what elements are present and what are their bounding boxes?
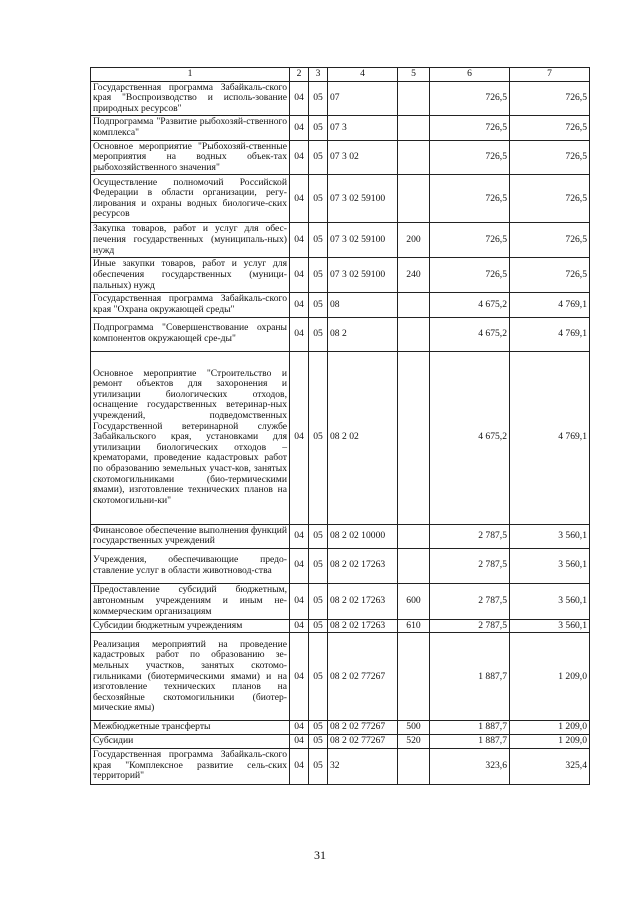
row-name-cell: Закупка товаров, работ и услуг для обес-печения государственных (муниципаль-ных) нужд — [91, 223, 290, 258]
table-row — [91, 524, 590, 548]
row-amount-year1-cell: 726,5 — [430, 140, 510, 175]
row-section-cell: 04 — [290, 734, 309, 748]
row-target-article-cell: 08 2 — [328, 317, 398, 351]
row-amount-year2-cell: 1 209,0 — [510, 721, 590, 735]
row-name-cell: Учреждения, обеспечивающие предо-ставление услуг в области животновод-ства — [91, 548, 290, 583]
row-expense-type-cell — [398, 116, 430, 140]
row-expense-type-cell: 600 — [398, 583, 430, 619]
row-section-cell: 04 — [290, 748, 309, 784]
row-section-cell: 04 — [290, 116, 309, 140]
row-name-cell: Подпрограмма "Развитие рыбохозяй-ственного комплекса" — [91, 116, 290, 140]
row-name-cell: Государственная программа Забайкаль-ского края "Воспроизводство и исполь-зование природных ресурсов" — [91, 81, 290, 116]
row-name-cell: Межбюджетные трансферты — [91, 721, 290, 735]
row-amount-year2-cell: 325,4 — [510, 748, 590, 784]
table-row — [91, 748, 590, 784]
row-amount-year1-cell: 4 675,2 — [430, 293, 510, 317]
row-subsection-cell: 05 — [309, 81, 328, 116]
row-target-article-cell: 08 2 02 17263 — [328, 619, 398, 633]
table-row — [91, 175, 590, 223]
row-amount-year1-cell: 2 787,5 — [430, 619, 510, 633]
row-subsection-cell: 05 — [309, 258, 328, 293]
row-expense-type-cell — [398, 548, 430, 583]
table-row — [91, 317, 590, 351]
row-section-cell: 04 — [290, 317, 309, 351]
row-section-cell: 04 — [290, 721, 309, 735]
row-expense-type-cell — [398, 524, 430, 548]
row-amount-year1-cell: 726,5 — [430, 223, 510, 258]
row-subsection-cell: 05 — [309, 524, 328, 548]
row-target-article-cell: 07 3 02 — [328, 140, 398, 175]
row-amount-year1-cell: 2 787,5 — [430, 524, 510, 548]
table-header-row — [91, 68, 590, 82]
table-row — [91, 721, 590, 735]
row-amount-year1-cell: 1 887,7 — [430, 633, 510, 721]
row-name-cell: Государственная программа Забайкаль-ского края "Охрана окружающей среды" — [91, 293, 290, 317]
row-amount-year2-cell: 726,5 — [510, 175, 590, 223]
row-amount-year2-cell: 3 560,1 — [510, 548, 590, 583]
header-col-7: 7 — [510, 68, 590, 82]
row-target-article-cell: 07 3 — [328, 116, 398, 140]
row-name-cell: Реализация мероприятий на проведение кадастровых работ по образованию зе-мельных участков, занятых скотомо-гильниками (биотермическими ямами) и на изготовление технических планов на бесхозяйные скотомогильники (биотер-мические ямы) — [91, 633, 290, 721]
row-amount-year1-cell: 726,5 — [430, 258, 510, 293]
row-name-cell: Финансовое обеспечение выполнения функций государственных учреждений — [91, 524, 290, 548]
row-subsection-cell: 05 — [309, 317, 328, 351]
row-expense-type-cell: 610 — [398, 619, 430, 633]
row-section-cell: 04 — [290, 351, 309, 524]
row-section-cell: 04 — [290, 619, 309, 633]
row-amount-year2-cell: 3 560,1 — [510, 619, 590, 633]
row-subsection-cell: 05 — [309, 140, 328, 175]
row-expense-type-cell: 240 — [398, 258, 430, 293]
row-section-cell: 04 — [290, 548, 309, 583]
row-subsection-cell: 05 — [309, 583, 328, 619]
row-target-article-cell: 08 2 02 77267 — [328, 633, 398, 721]
row-name-cell: Осуществление полномочий Российской Федерации в области организации, регу-лирования и охраны водных биологиче-ских ресурсов — [91, 175, 290, 223]
header-col-6: 6 — [430, 68, 510, 82]
table-row — [91, 223, 590, 258]
row-amount-year1-cell: 2 787,5 — [430, 583, 510, 619]
table-row — [91, 548, 590, 583]
row-amount-year2-cell: 726,5 — [510, 223, 590, 258]
row-target-article-cell: 08 2 02 77267 — [328, 734, 398, 748]
header-col-3: 3 — [309, 68, 328, 82]
table-row — [91, 583, 590, 619]
row-amount-year1-cell: 323,6 — [430, 748, 510, 784]
row-section-cell: 04 — [290, 81, 309, 116]
row-expense-type-cell: 200 — [398, 223, 430, 258]
row-amount-year2-cell: 1 209,0 — [510, 633, 590, 721]
header-col-4: 4 — [328, 68, 398, 82]
table-row — [91, 633, 590, 721]
row-amount-year2-cell: 726,5 — [510, 116, 590, 140]
header-col-1: 1 — [91, 68, 290, 82]
row-subsection-cell: 05 — [309, 734, 328, 748]
page-number: 31 — [314, 848, 326, 862]
row-name-cell: Предоставление субсидий бюджетным, автономным учреждениям и иным не-коммерческим организациям — [91, 583, 290, 619]
header-col-2: 2 — [290, 68, 309, 82]
table-row — [91, 734, 590, 748]
row-amount-year2-cell: 726,5 — [510, 258, 590, 293]
row-target-article-cell: 07 3 02 59100 — [328, 258, 398, 293]
row-subsection-cell: 05 — [309, 293, 328, 317]
table-row — [91, 619, 590, 633]
header-col-5: 5 — [398, 68, 430, 82]
row-subsection-cell: 05 — [309, 633, 328, 721]
row-amount-year2-cell: 3 560,1 — [510, 524, 590, 548]
row-name-cell: Государственная программа Забайкаль-ского края "Комплексное развитие сель-ских территорий" — [91, 748, 290, 784]
row-amount-year2-cell: 4 769,1 — [510, 317, 590, 351]
row-expense-type-cell — [398, 351, 430, 524]
row-subsection-cell: 05 — [309, 116, 328, 140]
row-amount-year2-cell: 726,5 — [510, 140, 590, 175]
row-amount-year2-cell: 726,5 — [510, 81, 590, 116]
table-row — [91, 140, 590, 175]
row-target-article-cell: 07 — [328, 81, 398, 116]
row-name-cell: Подпрограмма "Совершенствование охраны компонентов окружающей сре-ды" — [91, 317, 290, 351]
row-subsection-cell: 05 — [309, 223, 328, 258]
row-amount-year1-cell: 726,5 — [430, 116, 510, 140]
row-name-cell: Основное мероприятие "Рыбохозяй-ственные мероприятия на водных объек-тах рыбохозяйственного значения" — [91, 140, 290, 175]
row-expense-type-cell — [398, 317, 430, 351]
row-expense-type-cell — [398, 748, 430, 784]
row-section-cell: 04 — [290, 524, 309, 548]
row-target-article-cell: 07 3 02 59100 — [328, 175, 398, 223]
row-amount-year2-cell: 3 560,1 — [510, 583, 590, 619]
table-body — [91, 81, 590, 784]
table-row — [91, 116, 590, 140]
row-target-article-cell: 07 3 02 59100 — [328, 223, 398, 258]
row-subsection-cell: 05 — [309, 619, 328, 633]
row-subsection-cell: 05 — [309, 721, 328, 735]
row-amount-year1-cell: 4 675,2 — [430, 317, 510, 351]
row-amount-year1-cell: 726,5 — [430, 175, 510, 223]
row-expense-type-cell — [398, 81, 430, 116]
table-row — [91, 81, 590, 116]
row-amount-year1-cell: 1 887,7 — [430, 721, 510, 735]
row-amount-year1-cell: 2 787,5 — [430, 548, 510, 583]
row-amount-year1-cell: 1 887,7 — [430, 734, 510, 748]
row-section-cell: 04 — [290, 258, 309, 293]
row-section-cell: 04 — [290, 223, 309, 258]
row-amount-year2-cell: 4 769,1 — [510, 293, 590, 317]
row-section-cell: 04 — [290, 293, 309, 317]
row-amount-year2-cell: 4 769,1 — [510, 351, 590, 524]
row-expense-type-cell — [398, 140, 430, 175]
row-expense-type-cell — [398, 293, 430, 317]
row-subsection-cell: 05 — [309, 351, 328, 524]
row-subsection-cell: 05 — [309, 548, 328, 583]
table-row — [91, 351, 590, 524]
row-target-article-cell: 08 — [328, 293, 398, 317]
table-row — [91, 258, 590, 293]
row-expense-type-cell: 500 — [398, 721, 430, 735]
row-expense-type-cell — [398, 175, 430, 223]
budget-table — [90, 67, 590, 785]
row-section-cell: 04 — [290, 633, 309, 721]
row-section-cell: 04 — [290, 140, 309, 175]
row-target-article-cell: 08 2 02 — [328, 351, 398, 524]
table-row — [91, 293, 590, 317]
row-section-cell: 04 — [290, 175, 309, 223]
row-target-article-cell: 08 2 02 77267 — [328, 721, 398, 735]
row-target-article-cell: 08 2 02 17263 — [328, 583, 398, 619]
row-target-article-cell: 32 — [328, 748, 398, 784]
row-subsection-cell: 05 — [309, 175, 328, 223]
row-name-cell: Субсидии бюджетным учреждениям — [91, 619, 290, 633]
row-target-article-cell: 08 2 02 17263 — [328, 548, 398, 583]
row-amount-year2-cell: 1 209,0 — [510, 734, 590, 748]
row-section-cell: 04 — [290, 583, 309, 619]
row-amount-year1-cell: 726,5 — [430, 81, 510, 116]
row-subsection-cell: 05 — [309, 748, 328, 784]
row-name-cell: Субсидии — [91, 734, 290, 748]
row-name-cell: Основное мероприятие "Строительство и ремонт объектов для захоронения и утилизации биологических отходов, оснащение государственных ветеринар-ных учреждений, подведомственных Государственной ветеринарной службе Забайкальского края, установками для утилизации биологических отходов – крематорами, проведение кадастровых работ по образованию земельных участ-ков, занятых скотомогильниками (био-термическими ямами), изготовление технических планов на скотомогильни-ки" — [91, 351, 290, 524]
row-target-article-cell: 08 2 02 10000 — [328, 524, 398, 548]
row-name-cell: Иные закупки товаров, работ и услуг для обеспечения государственных (муници-пальных) нужд — [91, 258, 290, 293]
row-expense-type-cell: 520 — [398, 734, 430, 748]
row-amount-year1-cell: 4 675,2 — [430, 351, 510, 524]
row-expense-type-cell — [398, 633, 430, 721]
